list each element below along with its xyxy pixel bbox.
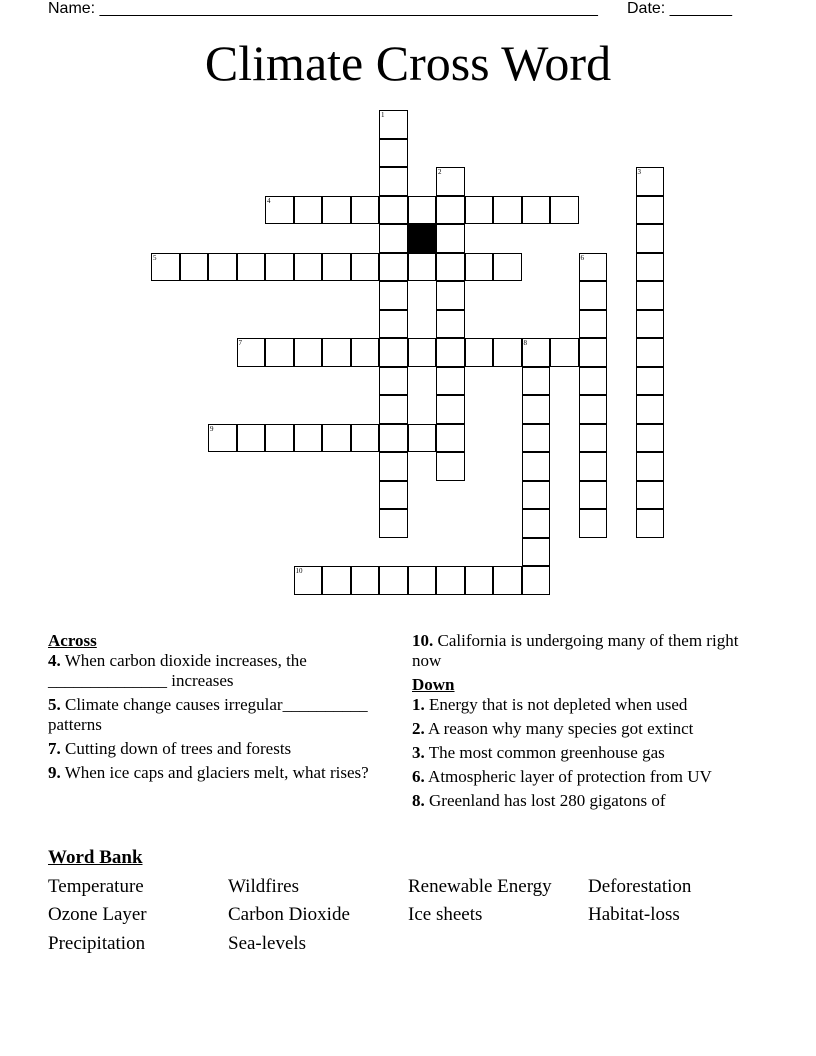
grid-cell[interactable]: [379, 452, 408, 481]
grid-cell[interactable]: [379, 395, 408, 424]
grid-cell[interactable]: [265, 424, 294, 453]
grid-cell[interactable]: [408, 566, 437, 595]
grid-cell[interactable]: [579, 338, 608, 367]
word-bank-item: Precipitation: [48, 933, 146, 954]
grid-cell[interactable]: [208, 424, 237, 453]
grid-cell[interactable]: [379, 224, 408, 253]
clue-number-label: 6: [580, 253, 584, 262]
grid-cell[interactable]: [493, 566, 522, 595]
grid-cell[interactable]: [436, 367, 465, 396]
clue-number: 6.: [412, 767, 425, 786]
clue-number: 5.: [48, 695, 61, 714]
grid-cell[interactable]: [636, 224, 665, 253]
grid-cell[interactable]: [636, 338, 665, 367]
grid-cell[interactable]: [379, 167, 408, 196]
grid-cell[interactable]: [636, 167, 665, 196]
clue-number-label: 8: [523, 339, 527, 347]
word-bank-item: Ozone Layer: [48, 904, 147, 925]
grid-cell[interactable]: [322, 196, 351, 225]
grid-cell[interactable]: [436, 253, 465, 282]
grid-cell[interactable]: [636, 253, 665, 282]
grid-cell[interactable]: [493, 196, 522, 225]
grid-cell[interactable]: [379, 253, 408, 282]
grid-cell[interactable]: [465, 338, 494, 367]
clues-column-right: [412, 631, 762, 815]
across-heading: Across: [48, 631, 97, 650]
grid-cell[interactable]: [579, 395, 608, 424]
clue-number-label: 9: [210, 424, 214, 433]
word-bank-item: Carbon Dioxide: [228, 904, 350, 925]
grid-cell[interactable]: [294, 424, 323, 453]
clue-number: 2.: [412, 719, 425, 738]
grid-cell[interactable]: [379, 281, 408, 310]
grid-cell[interactable]: [436, 395, 465, 424]
grid-cell[interactable]: [436, 338, 465, 367]
grid-cell[interactable]: [322, 566, 351, 595]
name-field[interactable]: Name: ________________________________________________________: [48, 0, 598, 17]
date-field[interactable]: Date: _______: [627, 0, 732, 17]
grid-cell[interactable]: [436, 196, 465, 225]
clue-text: Energy that is not depleted when used: [424, 695, 688, 714]
clue-across-9: [48, 763, 388, 783]
grid-cell[interactable]: [522, 452, 551, 481]
clue-text: The most common greenhouse gas: [424, 743, 665, 762]
grid-cell[interactable]: [465, 253, 494, 282]
clue-across-5: [48, 695, 388, 735]
grid-cell[interactable]: [436, 424, 465, 453]
grid-cell[interactable]: [550, 338, 579, 367]
grid-cell[interactable]: [465, 566, 494, 595]
grid-cell[interactable]: [351, 196, 380, 225]
grid-cell[interactable]: [408, 196, 437, 225]
word-bank-item: Temperature: [48, 876, 144, 897]
grid-cell[interactable]: [636, 452, 665, 481]
grid-cell[interactable]: [379, 424, 408, 453]
grid-cell[interactable]: [379, 338, 408, 367]
grid-cell[interactable]: [265, 338, 294, 367]
word-bank-item: Habitat-loss: [588, 904, 680, 925]
word-bank-item: Deforestation: [588, 876, 692, 897]
grid-cell[interactable]: [408, 338, 437, 367]
grid-cell[interactable]: [237, 253, 266, 282]
grid-cell[interactable]: [522, 367, 551, 396]
grid-cell[interactable]: [493, 338, 522, 367]
grid-cell[interactable]: [294, 253, 323, 282]
clue-number-label: 2: [438, 168, 442, 176]
grid-cell[interactable]: [351, 338, 380, 367]
grid-cell[interactable]: [465, 196, 494, 225]
grid-cell[interactable]: [579, 452, 608, 481]
clue-number-label: 10: [295, 567, 303, 575]
down-heading: Down: [412, 675, 455, 694]
grid-cell[interactable]: [265, 253, 294, 282]
clue-number: 1.: [412, 695, 425, 714]
clue-text: Greenland has lost 280 gigatons of: [424, 791, 666, 810]
clues-column-left: [48, 631, 388, 787]
grid-cell[interactable]: [208, 253, 237, 282]
clue-text: Atmospheric layer of protection from UV: [424, 767, 712, 786]
grid-cell[interactable]: [436, 566, 465, 595]
clue-text: Climate change causes irregular__________ patterns: [48, 695, 368, 734]
word-bank-item: Sea-levels: [228, 933, 307, 954]
clue-number-label: 5: [153, 253, 157, 262]
grid-cell[interactable]: [579, 310, 608, 339]
grid-cell[interactable]: [379, 509, 408, 538]
clue-down-3: [412, 743, 762, 763]
grid-cell[interactable]: [180, 253, 209, 282]
page-title: Climate Cross Word: [204, 35, 612, 91]
clue-text: When carbon dioxide increases, the ______________ increases: [48, 651, 307, 690]
clue-number: 3.: [412, 743, 425, 762]
clue-text: A reason why many species got extinct: [424, 719, 694, 738]
grid-cell[interactable]: [294, 566, 323, 595]
grid-cell[interactable]: [151, 253, 180, 282]
clue-down-1: [412, 695, 762, 715]
grid-cell[interactable]: [322, 338, 351, 367]
clue-text: California is undergoing many of them right now: [412, 631, 739, 670]
grid-cell[interactable]: [522, 538, 551, 567]
grid-cell[interactable]: [579, 367, 608, 396]
clue-number: 8.: [412, 791, 425, 810]
grid-cell[interactable]: [636, 281, 665, 310]
grid-cell[interactable]: [351, 566, 380, 595]
grid-cell[interactable]: [636, 367, 665, 396]
clue-across-7: [48, 739, 388, 759]
grid-cell[interactable]: [522, 196, 551, 225]
grid-cell[interactable]: [322, 253, 351, 282]
word-bank-item: Renewable Energy: [408, 876, 552, 897]
grid-cell[interactable]: [436, 167, 465, 196]
grid-cell[interactable]: [379, 110, 408, 139]
clue-number-label: 7: [238, 339, 242, 347]
blocked-cell: [408, 224, 437, 253]
grid-cell[interactable]: [579, 281, 608, 310]
grid-cell[interactable]: [636, 310, 665, 339]
grid-cell[interactable]: [322, 424, 351, 453]
clue-number: 4.: [48, 651, 61, 670]
word-bank-title: Word Bank: [48, 847, 143, 868]
grid-cell[interactable]: [436, 224, 465, 253]
grid-cell[interactable]: [636, 395, 665, 424]
grid-cell[interactable]: [636, 481, 665, 510]
grid-cell[interactable]: [550, 196, 579, 225]
clue-across-10: [412, 631, 762, 671]
grid-cell[interactable]: [237, 424, 266, 453]
grid-cell[interactable]: [636, 509, 665, 538]
grid-cell[interactable]: [379, 196, 408, 225]
grid-cell[interactable]: [294, 338, 323, 367]
clue-down-6: [412, 767, 762, 787]
grid-cell[interactable]: [579, 424, 608, 453]
grid-cell[interactable]: [579, 481, 608, 510]
grid-cell[interactable]: [379, 566, 408, 595]
grid-cell[interactable]: [408, 424, 437, 453]
grid-cell[interactable]: [379, 367, 408, 396]
grid-cell[interactable]: [522, 509, 551, 538]
grid-cell[interactable]: [436, 310, 465, 339]
grid-cell[interactable]: [522, 395, 551, 424]
clue-number-label: 3: [637, 168, 641, 176]
grid-cell[interactable]: [579, 509, 608, 538]
grid-cell[interactable]: [379, 310, 408, 339]
grid-cell[interactable]: [636, 196, 665, 225]
clue-across-4: [48, 651, 388, 691]
grid-cell[interactable]: [522, 481, 551, 510]
clue-number: 7.: [48, 739, 61, 758]
grid-cell[interactable]: [351, 253, 380, 282]
grid-cell[interactable]: [493, 253, 522, 282]
clue-down-2: [412, 719, 762, 739]
clue-down-8: [412, 791, 762, 811]
clue-text: Cutting down of trees and forests: [60, 739, 292, 758]
word-bank-item: Wildfires: [228, 876, 299, 897]
grid-cell[interactable]: [379, 139, 408, 168]
grid-cell[interactable]: [436, 452, 465, 481]
clue-number-label: 1: [381, 111, 385, 119]
clue-text: When ice caps and glaciers melt, what rises?: [60, 763, 369, 782]
grid-cell[interactable]: [522, 338, 551, 367]
grid-cell[interactable]: [265, 196, 294, 225]
clue-number-label: 4: [267, 196, 271, 205]
grid-cell[interactable]: [351, 424, 380, 453]
grid-cell[interactable]: [294, 196, 323, 225]
grid-cell[interactable]: [636, 424, 665, 453]
grid-cell[interactable]: [436, 281, 465, 310]
grid-cell[interactable]: [579, 253, 608, 282]
grid-cell[interactable]: [237, 338, 266, 367]
grid-cell[interactable]: [522, 566, 551, 595]
grid-cell[interactable]: [522, 424, 551, 453]
word-bank-item: Ice sheets: [408, 904, 483, 925]
grid-cell[interactable]: [379, 481, 408, 510]
clue-number: 10.: [412, 631, 434, 650]
clue-number: 9.: [48, 763, 61, 782]
grid-cell[interactable]: [408, 253, 437, 282]
